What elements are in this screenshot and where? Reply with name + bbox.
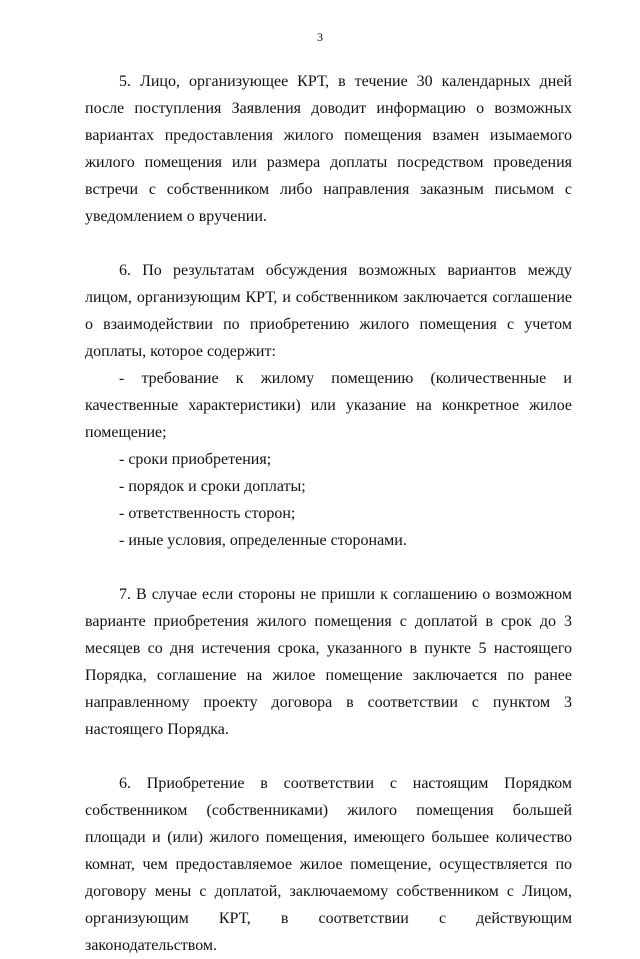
document-body [85,68,572,959]
list-item: - иные условия, определенные сторонами. [119,532,407,549]
list-item: - требование к жилому помещению (количественные и качественные характеристики) или указание на конкретное жилое помещение; [85,370,572,441]
list-item: - ответственность сторон; [119,505,296,522]
paragraph-6: 6. По результатам обсуждения возможных вариантов между лицом, организующим КРТ, и собственником заключается соглашение о взаимодействии по приобретению жилого помещения с учетом доплаты, которое содержит: [85,262,572,360]
paragraph-8: 6. Приобретение в соответствии с настоящим Порядком собственником (собственниками) жилого помещения большей площади и (или) жилого помещения, имеющего большее количество комнат, чем предоставляемое жилое помещение, осуществляется по договору мены с доплатой, заключаемому собственником с Лицом, организующим КРТ, в соответствии с действующим законодательством. [85,775,572,954]
list-item: - порядок и сроки доплаты; [119,478,306,495]
paragraph-7: 7. В случае если стороны не пришли к соглашению о возможном варианте приобретения жилого помещения с доплатой в срок до 3 месяцев со дня истечения срока, указанного в пункте 5 настоящего Порядка, соглашение на жилое помещение заключается по ранее направленному проекту договора в соответствии с пунктом 3 настоящего Порядка. [85,586,572,738]
list-item: - сроки приобретения; [119,451,272,468]
paragraph-5: 5. Лицо, организующее КРТ, в течение 30 календарных дней после поступления Заявления доводит информацию о возможных вариантах предоставления жилого помещения взамен изымаемого жилого помещения или размера доплаты посредством проведения встречи с собственником либо направления заказным письмом с уведомлением о вручении. [85,73,572,225]
page-number: 3 [317,30,323,44]
